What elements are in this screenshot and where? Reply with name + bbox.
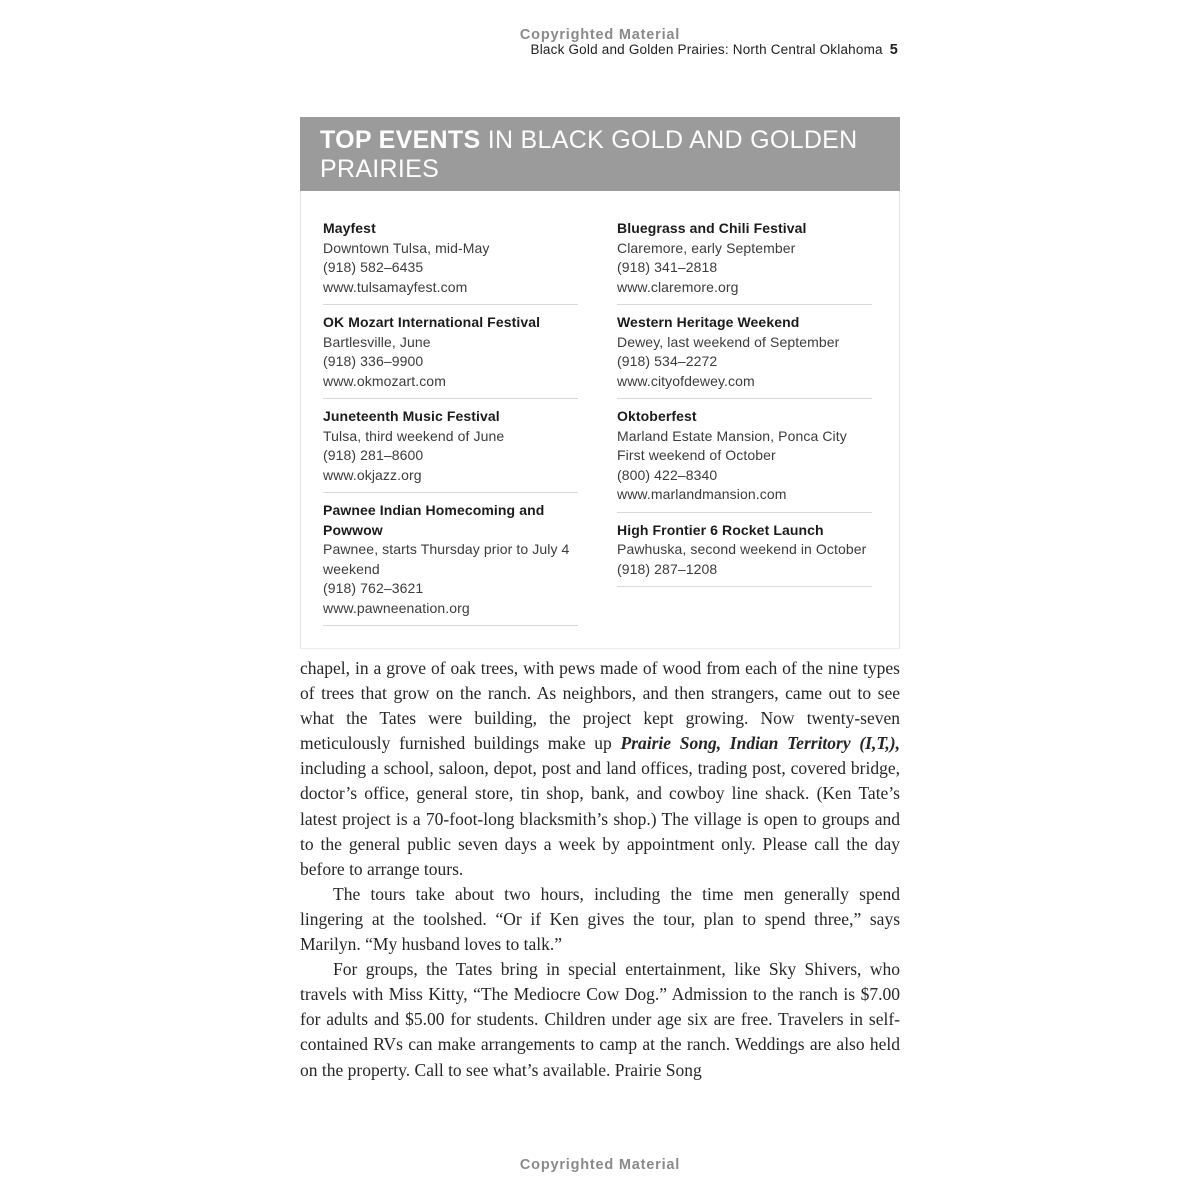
event-website: www.claremore.org — [617, 278, 739, 295]
event-detail: Dewey, last weekend of September — [617, 333, 840, 350]
event-website: www.cityofdewey.com — [617, 372, 755, 389]
event-name: Bluegrass and Chili Festival — [617, 220, 807, 236]
event-entry — [617, 313, 872, 399]
text-segment: including a school, saloon, depot, post and land offices, trading post, covered bridge, doctor’s office, general store, tin shop, bank, and cowboy line shack. (Ken Tate’s latest project is a 70-foot-long blacksmith’s shop.) The village is open to groups and to the general public seven days a week by appointment only. Please call the day before to arrange tours. — [300, 758, 900, 879]
event-detail: Downtown Tulsa, mid-May — [323, 239, 490, 256]
text-segment: The tours take about two hours, including the time men generally spend lingering at the toolshed. “Or if Ken gives the tour, plan to spend three,” says Marilyn. “My husband loves to talk.” — [300, 883, 900, 955]
event-phone: (918) 336–9900 — [323, 353, 424, 369]
event-detail: Pawhuska, second weekend in October — [617, 541, 867, 557]
events-panel-body — [300, 191, 900, 649]
event-detail: Claremore, early September — [617, 239, 796, 256]
events-heading-bold: TOP EVENTS — [320, 126, 481, 154]
emphasized-text-segment: Prairie Song, Indian Territory (I,T,), — [620, 733, 900, 754]
event-detail: Pawnee, starts Thursday prior to July 4 weekend — [323, 541, 570, 577]
event-name: High Frontier 6 Rocket Launch — [617, 521, 824, 538]
event-name: OK Mozart International Festival — [323, 314, 541, 330]
event-name: Oktoberfest — [617, 408, 697, 424]
body-paragraph — [300, 882, 900, 957]
top-watermark: Copyrighted Material — [519, 27, 681, 43]
event-entry — [617, 407, 872, 513]
event-phone: (918) 281–8600 — [323, 447, 424, 463]
event-phone: (918) 762–3621 — [323, 580, 424, 596]
event-website: www.pawneenation.org — [323, 599, 470, 616]
events-heading-rest: IN BLACK GOLD AND GOLDEN PRAIRIES — [320, 126, 858, 183]
event-name: Western Heritage Weekend — [617, 314, 800, 330]
bottom-watermark: Copyrighted Material — [519, 1157, 681, 1173]
event-phone: (918) 582–6435 — [323, 259, 424, 275]
event-phone: (800) 422–8340 — [617, 466, 718, 483]
event-name: Mayfest — [323, 220, 376, 236]
event-detail: Marland Estate Mansion, Ponca City — [617, 427, 847, 444]
event-website: www.okmozart.com — [323, 372, 446, 389]
event-website: www.okjazz.org — [323, 466, 422, 483]
event-detail: Bartlesville, June — [323, 333, 431, 350]
event-entry — [323, 501, 578, 626]
event-detail: Tulsa, third weekend of June — [323, 427, 505, 444]
events-column-left — [323, 219, 581, 634]
event-phone: (918) 341–2818 — [617, 259, 718, 275]
events-panel-heading — [300, 117, 900, 191]
running-header-title: Black Gold and Golden Prairies: North Central Oklahoma — [530, 42, 883, 57]
body-text — [300, 656, 900, 1083]
event-phone: (918) 534–2272 — [617, 353, 718, 369]
event-name: Pawnee Indian Homecoming and Powwow — [323, 502, 545, 538]
event-detail: First weekend of October — [617, 447, 776, 463]
event-website: www.marlandmansion.com — [617, 486, 787, 502]
body-paragraph — [300, 957, 900, 1082]
event-entry — [617, 521, 872, 588]
page-number: 5 — [889, 42, 898, 58]
event-website: www.tulsamayfest.com — [323, 278, 468, 295]
top-events-panel — [300, 117, 900, 649]
event-name: Juneteenth Music Festival — [323, 408, 500, 424]
event-entry — [323, 407, 578, 493]
event-entry — [323, 313, 578, 399]
text-segment: For groups, the Tates bring in special entertainment, like Sky Shivers, who travels with Miss Kitty, “The Mediocre Cow Dog.” Admission to the ranch is $7.00 for adults and $5.00 for students. Children under age six are free. Travelers in self-contained RVs can make arrangements to camp at the ranch. Weddings are also held on the property. Call to see what’s available. Prairie Song — [300, 959, 900, 1080]
running-header — [531, 42, 898, 58]
event-entry — [323, 219, 578, 305]
events-column-right — [617, 219, 875, 634]
event-phone: (918) 287–1208 — [617, 560, 718, 577]
body-paragraph — [300, 656, 900, 882]
event-entry — [617, 219, 872, 305]
text-segment: chapel, in a grove of oak trees, with pews made of wood from each of the nine types of trees that grow on the ranch. As neighbors, and then strangers, came out to see what the Tates were building, the project kept growing. Now twenty-seven meticulously furnished buildings make up — [300, 658, 900, 754]
